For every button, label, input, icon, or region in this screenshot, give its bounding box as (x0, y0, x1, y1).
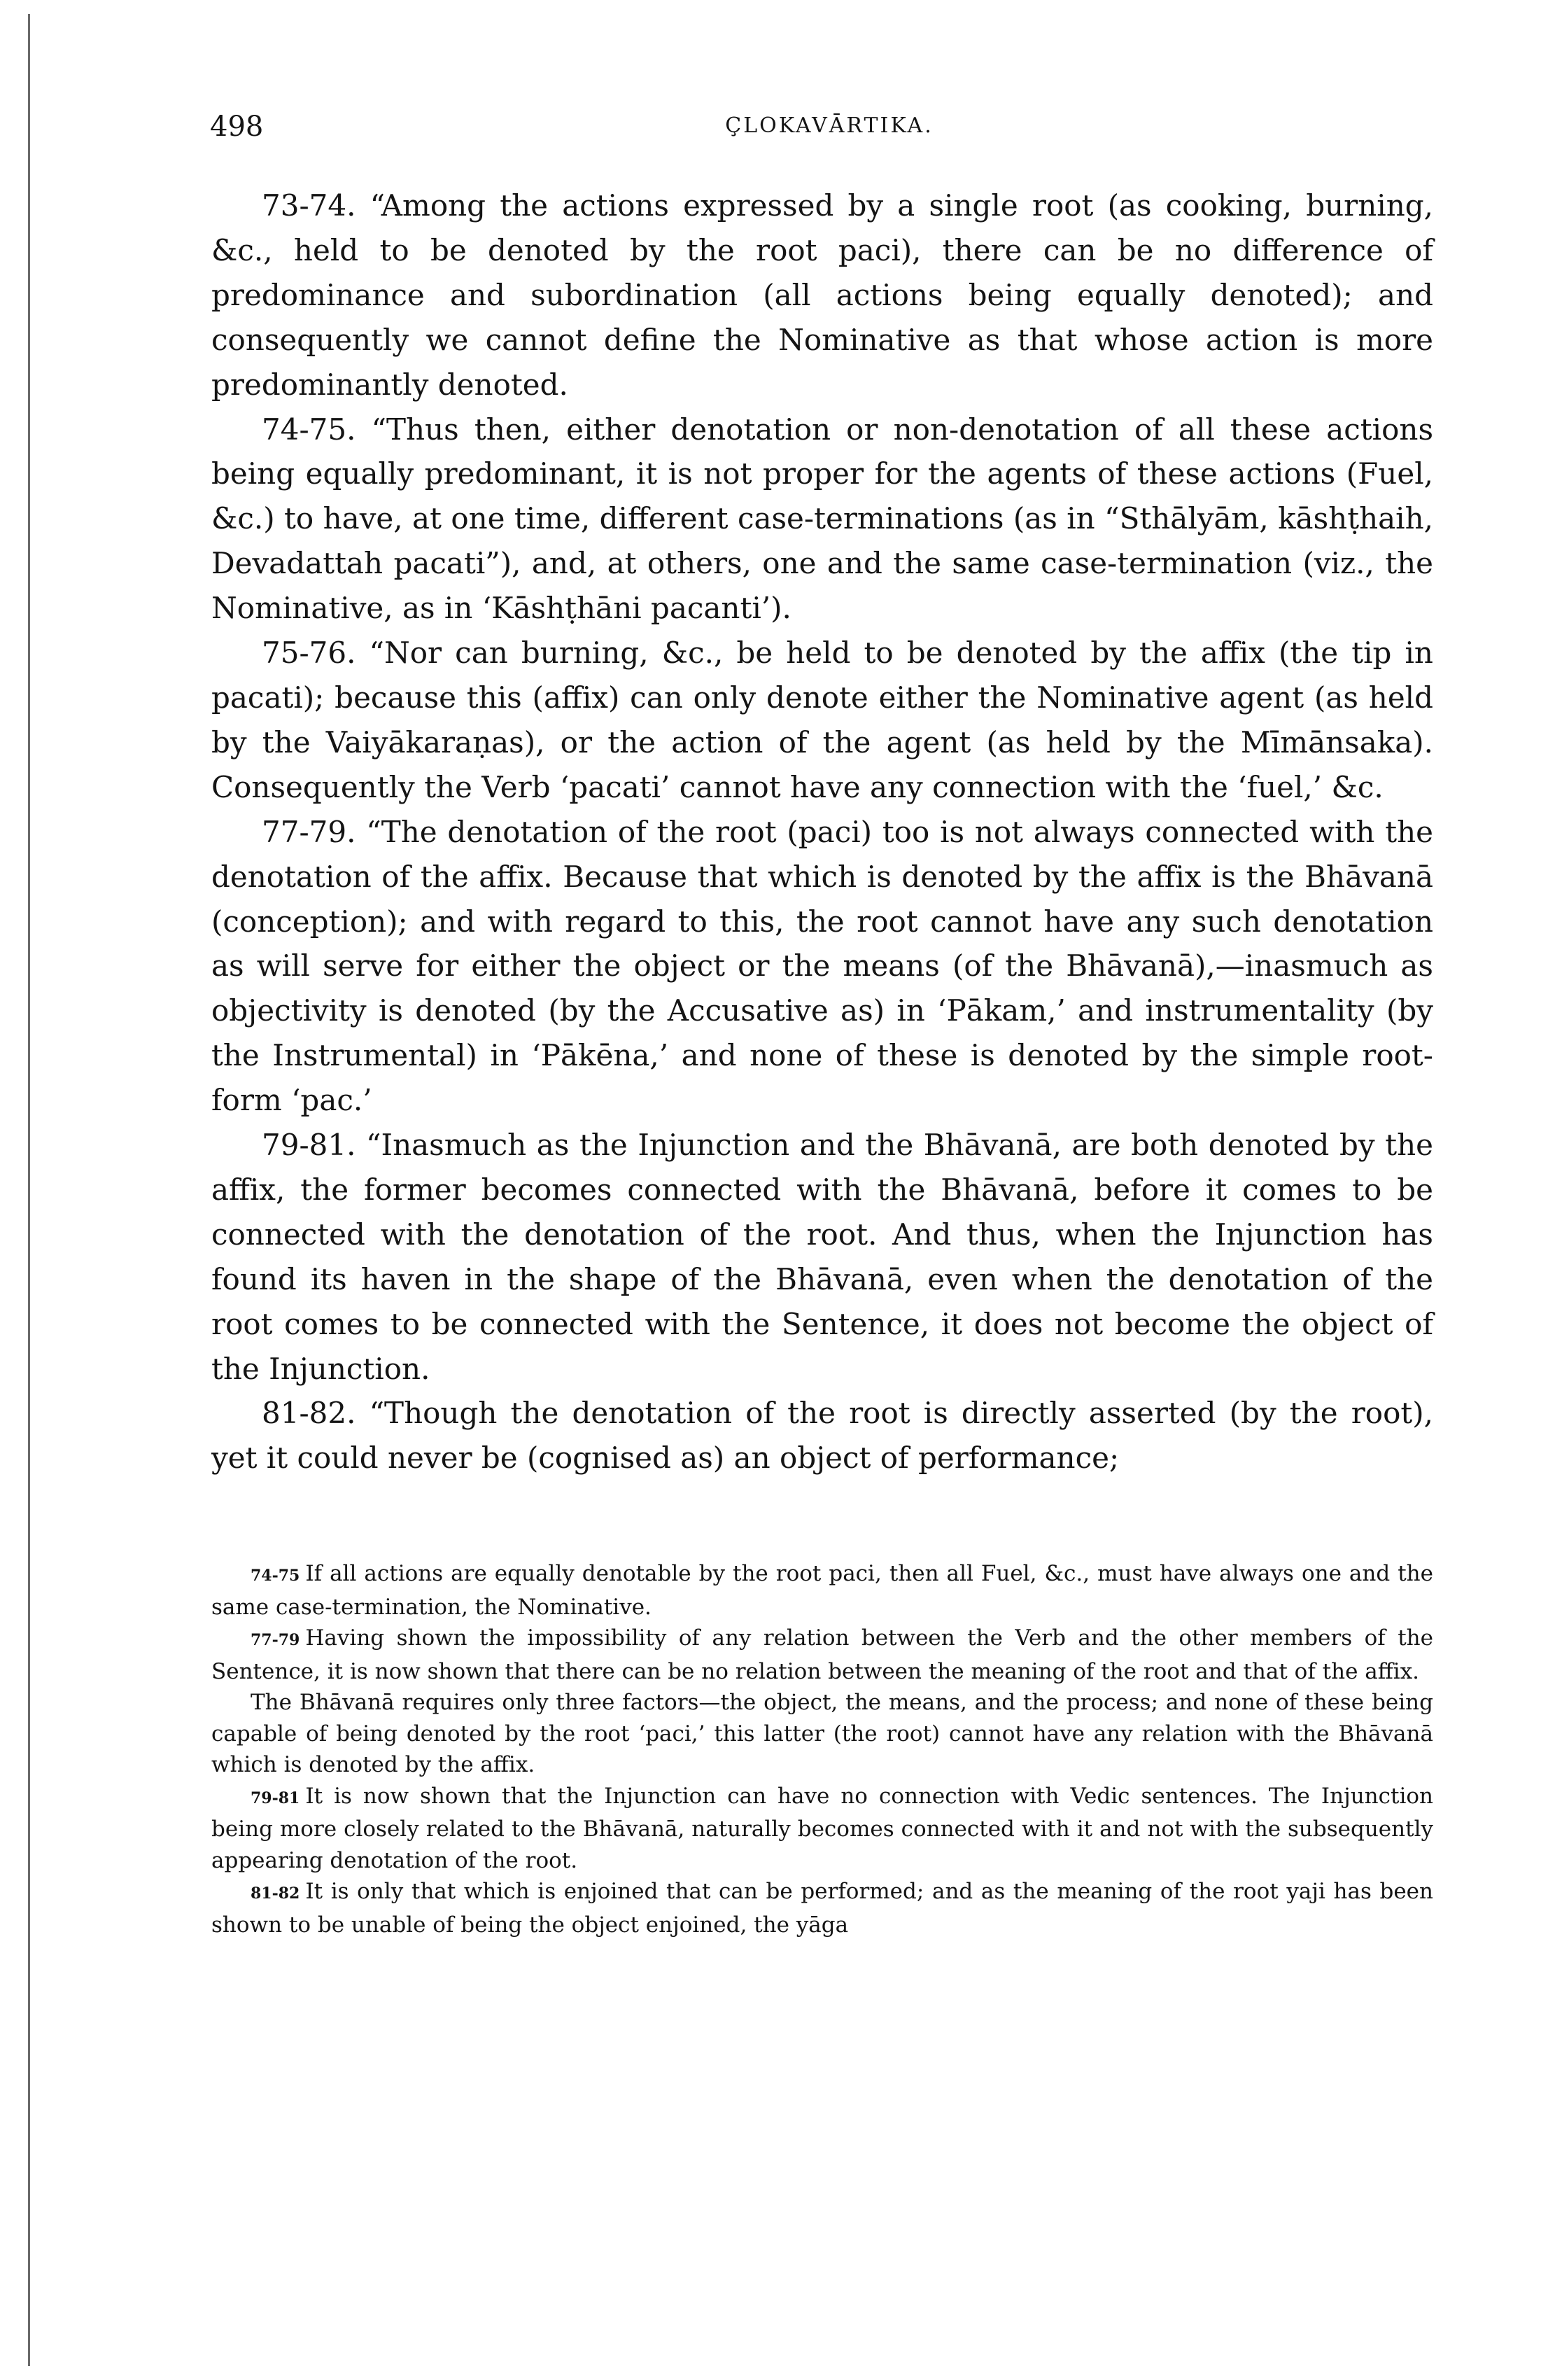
main-text (211, 183, 1433, 1480)
paragraph-81-82 (211, 1391, 1433, 1480)
paragraph-74-75 (211, 407, 1433, 631)
verse-number: 81-82. (262, 1396, 356, 1431)
footnote-number: 79-81 (251, 1788, 300, 1807)
paragraph-77-79 (211, 810, 1433, 1123)
footnote-number: 81-82 (251, 1884, 300, 1903)
verse-number: 75-76. (262, 636, 356, 671)
footnote-text: It is now shown that the Injunction can have no connection with Vedic sentences. The Injunction being more closely related to the Bhāvanā, naturally becomes connected with it and not with the subsequently appearing denotation of the root. (211, 1783, 1433, 1873)
paragraph-text: “Nor can burning, &c., be held to be denoted by the affix (the tip in pacati); because this (affix) can only denote either the Nominative agent (as held by the Vaiyākaraṇas), or the action of the agent (as held by the Mīmānsaka). Consequently the Verb ‘pacati’ cannot have any connection with the ‘fuel,’ &c. (211, 636, 1433, 804)
footnote-81-82 (211, 1876, 1433, 1940)
page-header (210, 111, 1449, 153)
paragraph-79-81 (211, 1123, 1433, 1391)
paragraph-text: “Thus then, either denotation or non-denotation of all these actions being equally predominant, it is not proper for the agents of these actions (Fuel, &c.) to have, at one time, different case-terminations (as in “Sthālyām, kāshṭhaih, Devadattah pacati”), and, at others, one and the same case-termination (viz., the Nominative, as in ‘Kāshṭhāni pacanti’). (211, 412, 1433, 626)
footnote-text: The Bhāvanā requires only three factors—the object, the means, and the process; and none of these being capable of being denoted by the root ‘paci,’ this latter (the root) cannot have any relation with the Bhāvanā which is denoted by the affix. (211, 1690, 1433, 1777)
footnote-text: Having shown the impossibility of any relation between the Verb and the other members of the Sentence, it is now shown that there can be no relation between the meaning of the root and that of the affix. (211, 1625, 1433, 1684)
footnote-number: 77-79 (251, 1631, 300, 1649)
footnote-77-79 (211, 1623, 1433, 1687)
footnote-text: It is only that which is enjoined that can be performed; and as the meaning of the root yaji has been shown to be unable of being the object enjoined, the yāga (211, 1879, 1433, 1938)
page-number: 498 (210, 111, 264, 143)
paragraph-text: “Though the denotation of the root is directly asserted (by the root), yet it could never be (cognised as) an object of performance; (211, 1396, 1433, 1476)
paragraph-73-74 (211, 183, 1433, 407)
verse-number: 77-79. (262, 814, 356, 849)
paragraph-75-76 (211, 631, 1433, 810)
footnote-text: If all actions are equally denotable by the root paci, then all Fuel, &c., must have always one and the same case-termination, the Nominative. (211, 1561, 1433, 1620)
footnote-number: 74-75 (251, 1567, 300, 1585)
footnotes (211, 1558, 1433, 1940)
page-edge-line (28, 14, 30, 2366)
verse-number: 74-75. (262, 412, 356, 447)
paragraph-text: “Among the actions expressed by a single root (as cooking, burning, &c., held to be denoted by the root paci), there can be no difference of predominance and subordination (all actions being equally denoted); and consequently we cannot define the Nominative as that whose action is more predominantly denoted. (211, 188, 1433, 402)
verse-number: 73-74. (262, 188, 356, 223)
verse-number: 79-81. (262, 1128, 356, 1163)
footnote-74-75 (211, 1558, 1433, 1623)
paragraph-text: “The denotation of the root (paci) too is not always connected with the denotation of the affix. Because that which is denoted by the affix is the Bhāvanā (conception); and with regard to this, the root cannot have any such denotation as will serve for either the object or the means (of the Bhāvanā),—inasmuch as objectivity is denoted (by the Accusative as) in ‘Pākam,’ and instrumentality (by the Instrumental) in ‘Pākēna,’ and none of these is denoted by the simple root-form ‘pac.’ (211, 814, 1433, 1118)
paragraph-text: “Inasmuch as the Injunction and the Bhāvanā, are both denoted by the affix, the former becomes connected with the Bhāvanā, before it comes to be connected with the denotation of the root. And thus, when the Injunction has found its haven in the shape of the Bhāvanā, even when the denotation of the root comes to be connected with the Sentence, it does not become the object of the Injunction. (211, 1128, 1434, 1386)
footnote-79-81 (211, 1781, 1433, 1877)
running-title: ÇLOKAVĀRTIKA. (725, 113, 934, 138)
footnote-bhavana (211, 1687, 1433, 1781)
